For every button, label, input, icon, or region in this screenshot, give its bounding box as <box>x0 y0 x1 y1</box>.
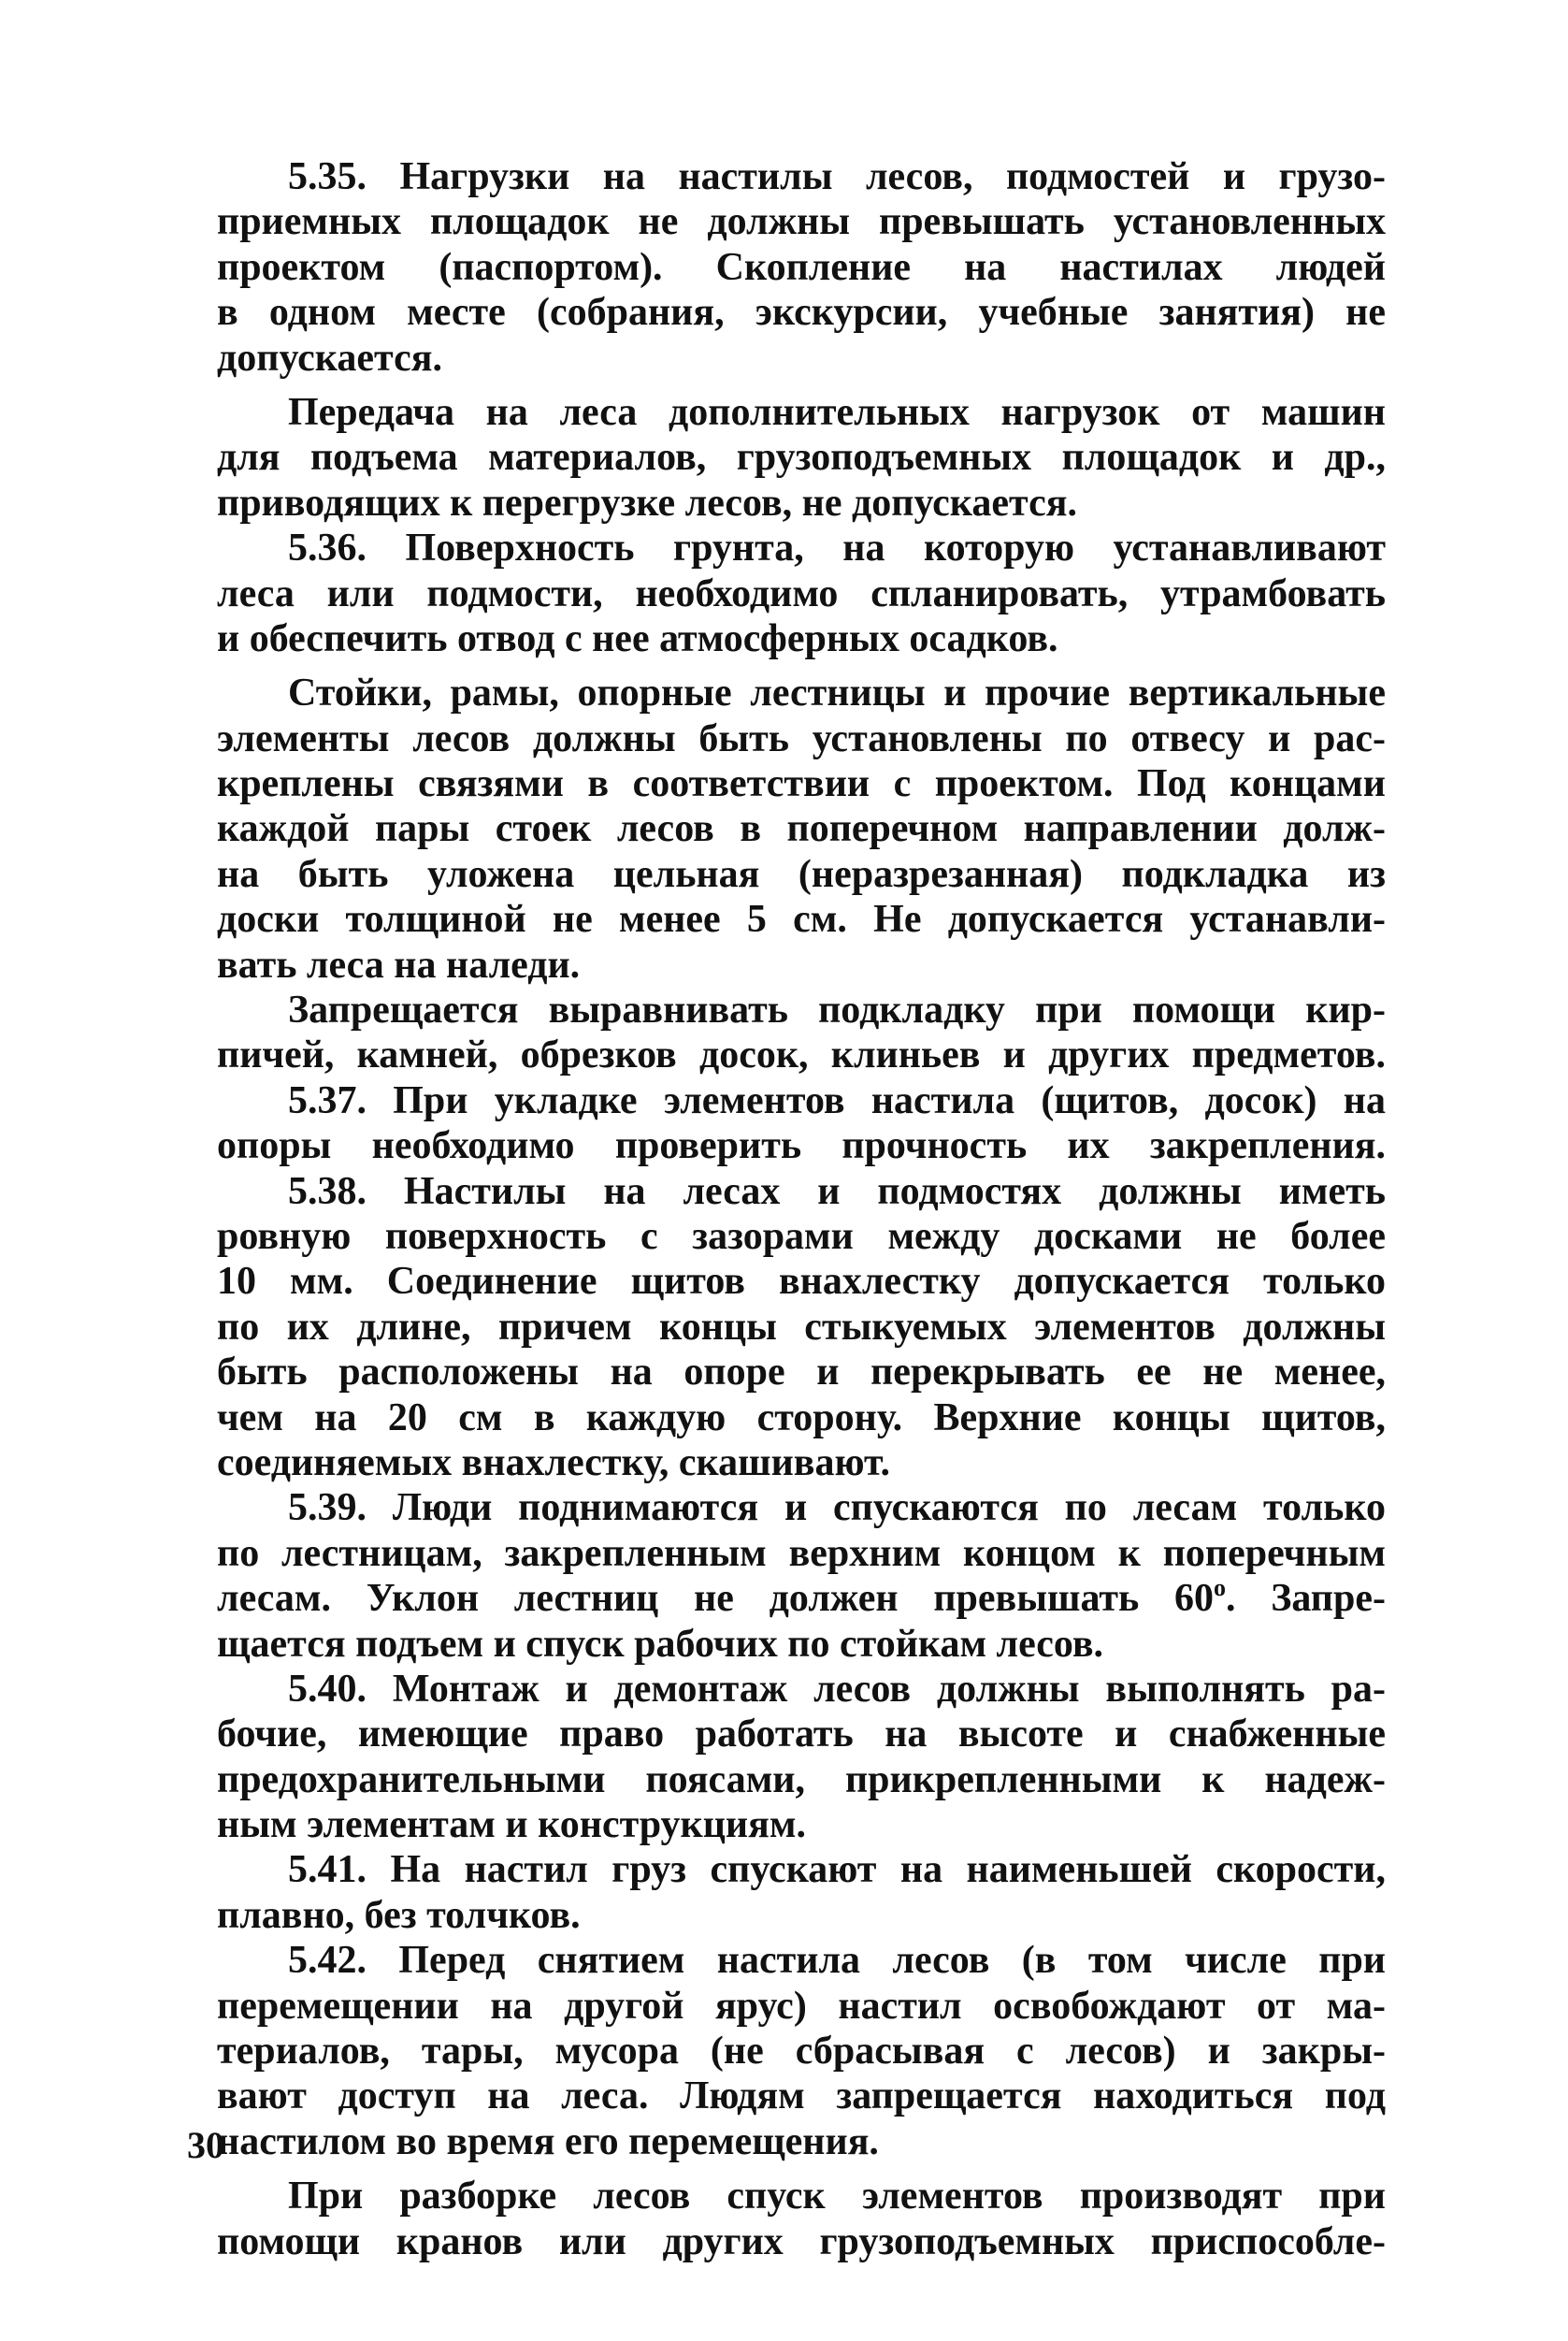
page-number: 30 <box>187 2124 224 2166</box>
text-line: ным элементам и конструкциям. <box>217 1803 806 1847</box>
text-line: в одном месте (собрания, экскурсии, учебные занятия) не <box>217 291 1386 335</box>
text-line: 5.42. Перед снятием настила лесов (в том числе при <box>288 1939 1386 1983</box>
text-line: каждой пары стоек лесов в поперечном направлении долж- <box>217 807 1386 851</box>
text-line: Запрещается выравнивать подкладку при помощи кир- <box>288 989 1386 1033</box>
text-line: Стойки, рамы, опорные лестницы и прочие вертикальные <box>288 672 1386 715</box>
text-line: 5.35. Нагрузки на настилы лесов, подмостей и грузо- <box>288 155 1386 198</box>
text-line: соединяемых внахлестку, скашивают. <box>217 1440 890 1484</box>
text-line: по лестницам, закрепленным верхним концом к поперечным <box>217 1531 1386 1575</box>
text-line: 5.40. Монтаж и демонтаж лесов должны выполнять ра- <box>288 1667 1386 1711</box>
text-line: перемещении на другой ярус) настил освобождают от ма- <box>217 1984 1386 2028</box>
text-line: 5.37. При укладке элементов настила (щитов, досок) на <box>288 1078 1386 1122</box>
degree-sign: о <box>1213 1574 1226 1602</box>
text-line: Передача на леса дополнительных нагрузок от машин <box>288 390 1386 434</box>
text-line: При разборке лесов спуск элементов производят при <box>288 2175 1386 2218</box>
text-line: допускается. <box>217 336 443 380</box>
text-line: 10 мм. Соединение щитов внахлестку допускается только <box>217 1260 1386 1304</box>
text-line: приводящих к перегрузке лесов, не допускается. <box>217 481 1078 525</box>
text-line: предохранительными поясами, прикрепленными к надеж- <box>217 1757 1386 1801</box>
text-line: пичей, камней, обрезков досок, клиньев и других предметов. <box>217 1033 1386 1077</box>
text-line: помощи кранов или других грузоподъемных приспособле- <box>217 2219 1386 2263</box>
text-line: креплены связями в соответствии с проектом. Под концами <box>217 762 1386 806</box>
text-line: по их длине, причем концы стыкуемых элементов должны <box>217 1305 1386 1349</box>
text-line: приемных площадок не должны превышать установленных <box>217 200 1386 244</box>
text-line: бочие, имеющие право работать на высоте и снабженные <box>217 1712 1386 1756</box>
text-line: вают доступ на леса. Людям запрещается находиться под <box>217 2074 1386 2118</box>
text-line: проектом (паспортом). Скопление на настилах людей <box>217 245 1386 289</box>
text-line: 5.39. Люди поднимаются и спускаются по лесам только <box>288 1486 1386 1530</box>
text-line: на быть уложена цельная (неразрезанная) подкладка из <box>217 852 1386 896</box>
text-line: настилом во время его перемещения. <box>217 2119 879 2163</box>
text-line: элементы лесов должны быть установлены по отвесу и рас- <box>217 716 1386 760</box>
text-line: леса или подмости, необходимо спланировать, утрамбовать <box>217 571 1386 615</box>
text-line: вать леса на наледи. <box>217 943 581 987</box>
text-fragment: лесам. Уклон лестниц не должен превышать 60 <box>217 1577 1214 1621</box>
text-line: ровную поверхность с зазорами между досками не более <box>217 1214 1386 1258</box>
text-line: плавно, без толчков. <box>217 1893 581 1937</box>
text-line: быть расположены на опоре и перекрывать ее не менее, <box>217 1351 1386 1394</box>
text-line: 5.41. На настил груз спускают на наименьшей скорости, <box>288 1848 1386 1892</box>
text-line: опоры необходимо проверить прочность их закрепления. <box>217 1124 1386 1168</box>
text-line: териалов, тары, мусора (не сбрасывая с лесов) и закры- <box>217 2030 1386 2074</box>
text-line-with-degree <box>217 1576 1386 1621</box>
text-line: для подъема материалов, грузоподъемных площадок и др., <box>217 436 1386 480</box>
body-text <box>217 154 1386 2264</box>
text-line: 5.36. Поверхность грунта, на которую устанавливают <box>288 527 1386 571</box>
text-line: 5.38. Настилы на лесах и подмостях должны иметь <box>288 1169 1386 1213</box>
text-line: и обеспечить отвод с нее атмосферных осадков. <box>217 616 1058 660</box>
text-line: чем на 20 см в каждую сторону. Верхние концы щитов, <box>217 1395 1386 1439</box>
text-line: доски толщиной не менее 5 см. Не допускается устанавли- <box>217 898 1386 942</box>
text-fragment: . Запре- <box>1225 1577 1386 1621</box>
text-line: щается подъем и спуск рабочих по стойкам лесов. <box>217 1622 1104 1666</box>
